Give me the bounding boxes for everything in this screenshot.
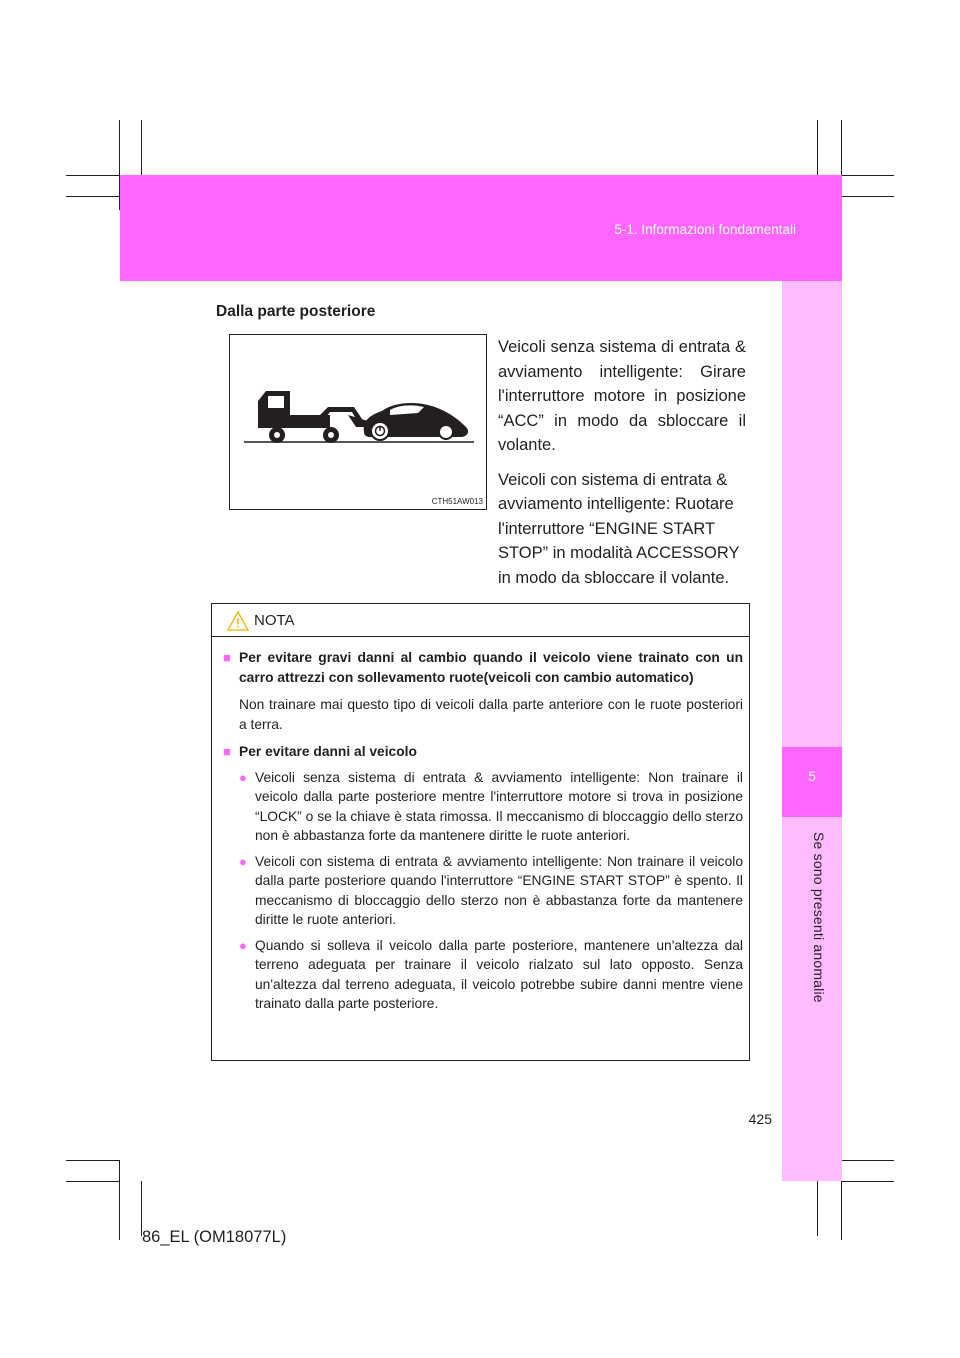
note-bullet-text: Quando si solleva il veicolo dalla parte posteriore, mantenere un'altezza dal terreno adeguata per trainare il veicolo rialzato sul lato opposto. Senza un'altezza dal terreno adeguata, il veicolo potrebbe subire danni mentre viene trainato dalla parte posteriore. [255, 937, 743, 1011]
chapter-title: Se sono presenti anomalie [811, 832, 827, 1003]
crop-mark [66, 1181, 120, 1182]
square-bullet-icon: ■ [223, 744, 231, 759]
note-item-title: Per evitare danni al veicolo [239, 744, 417, 759]
document-code: 86_EL (OM18077L) [142, 1228, 287, 1246]
paragraph: Veicoli senza sistema di entrata & avviamento intelligente: Girare l'interruttore motore in posizione “ACC” in modo da sbloccare il volante. [498, 338, 746, 454]
note-item [223, 742, 743, 1014]
subheading: Dalla parte posteriore [216, 303, 376, 320]
warning-triangle-icon [227, 611, 249, 631]
note-bullet [239, 768, 743, 846]
note-header [212, 604, 749, 637]
circle-bullet-icon: ● [239, 937, 247, 953]
chapter-number: 5 [808, 768, 816, 784]
note-bullet [239, 936, 743, 1014]
section-title: 5-1. Informazioni fondamentali [614, 222, 796, 237]
crop-mark [842, 196, 894, 197]
paragraph: Veicoli con sistema di entrata & avviamento intelligente: Ruotare l'interruttore “ENGINE START STOP” in modalità ACCESSORY in modo da sbloccare il volante. [498, 470, 740, 587]
note-body [223, 648, 743, 1022]
note-box [211, 603, 750, 1061]
note-label: NOTA [254, 612, 295, 629]
crop-mark [842, 1181, 894, 1182]
tow-truck-drawing [230, 335, 486, 509]
note-item [223, 648, 743, 734]
crop-mark [842, 1160, 894, 1161]
instructions-text [498, 335, 746, 600]
note-bullet [239, 852, 743, 930]
crop-mark [66, 196, 120, 197]
crop-mark [119, 1160, 120, 1240]
page-number: 425 [748, 1111, 772, 1127]
figure-code: CTH51AW013 [431, 497, 483, 506]
crop-mark [66, 175, 120, 176]
crop-mark [817, 1181, 818, 1236]
note-item-title: Per evitare gravi danni al cambio quando il veicolo viene trainato con un carro attrezzi con sollevamento ruote(veicoli con cambio automatico) [239, 650, 743, 685]
side-tab-band [782, 281, 842, 1181]
crop-mark [842, 175, 894, 176]
circle-bullet-icon: ● [239, 769, 247, 785]
square-bullet-icon: ■ [223, 650, 231, 665]
towing-illustration [229, 334, 487, 510]
crop-mark [817, 120, 818, 175]
note-bullet-text: Veicoli con sistema di entrata & avviamento intelligente: Non trainare il veicolo dalla parte posteriore quando l'interruttore “ENGINE START STOP” è spento. Il meccanismo di bloccaggio dello sterzo non è abbastanza forte da mantenere diritte le ruote anteriori. [255, 853, 743, 927]
circle-bullet-icon: ● [239, 853, 247, 869]
crop-mark [141, 120, 142, 175]
crop-mark [66, 1160, 120, 1161]
note-item-text: Non trainare mai questo tipo di veicoli dalla parte anteriore con le ruote posteriori a terra. [239, 697, 743, 732]
note-bullet-text: Veicoli senza sistema di entrata & avviamento intelligente: Non trainare il veicolo dalla parte posteriore mentre l'interruttore motore si trova in posizione “LOCK” o se la chiave è stata rimossa. Il meccanismo di bloccaggio dello sterzo non è abbastanza forte da mantenere diritte le ruote anteriori. [255, 769, 743, 843]
